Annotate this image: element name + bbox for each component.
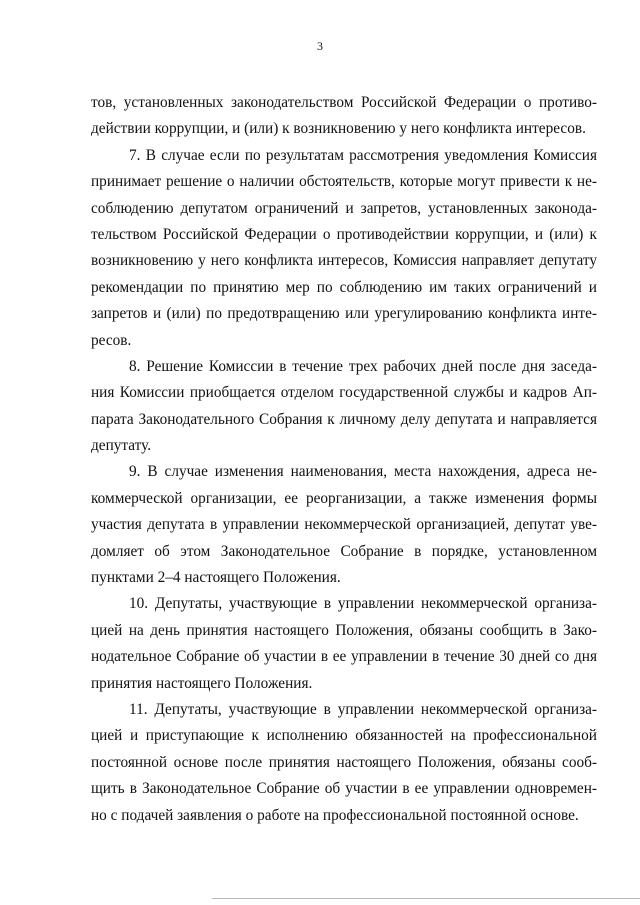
paragraph-continuation <box>91 90 597 143</box>
text-line: 10. Депутаты, участвующие в управлении некоммерческой организа- <box>129 595 597 613</box>
text-line: запретов и (или) по предотвращению или урегулированию конфликта инте- <box>91 305 597 323</box>
paragraph-item-10 <box>91 591 597 697</box>
paragraph-item-9 <box>91 459 597 591</box>
text-line: ния Комиссии приобщается отделом государственной службы и кадров Ап- <box>91 384 597 402</box>
paragraph-item-7 <box>91 143 597 354</box>
text-line: пунктами 2–4 настоящего Положения. <box>91 569 341 587</box>
text-line: участия депутата в управлении некоммерческой организацией, депутат уве- <box>91 516 597 534</box>
text-line: 9. В случае изменения наименования, места нахождения, адреса не- <box>129 463 597 481</box>
text-line: депутату. <box>91 437 152 455</box>
text-line: принятия настоящего Положения. <box>91 674 313 692</box>
text-line: домляет об этом Законодательное Собрание в порядке, установленном <box>91 542 597 560</box>
text-line: тов, установленных законодательством Российской Федерации о противо- <box>91 94 597 111</box>
text-line: цией на день принятия настоящего Положения, обязаны сообщить в Зако- <box>91 621 597 639</box>
text-line: парата Законодательного Собрания к личному делу депутата и направляется <box>91 410 597 428</box>
text-line: коммерческой организации, ее реорганизации, а также изменения формы <box>91 489 597 507</box>
text-line: возникновению у него конфликта интересов, Комиссия направляет депутату <box>91 252 597 270</box>
page-number: 3 <box>317 39 323 53</box>
text-line: нодательное Собрание об участии в ее управлении в течение 30 дней со дня <box>91 648 597 666</box>
text-line: действии коррупции, и (или) к возникновению у него конфликта интересов. <box>91 120 586 138</box>
text-line: ресов. <box>91 331 132 349</box>
text-line: но с подачей заявления о работе на профессиональной постоянной основе. <box>91 806 579 824</box>
text-line: 7. В случае если по результатам рассмотрения уведомления Комиссия <box>129 146 597 164</box>
text-line: соблюдению депутатом ограничений и запретов, установленных законода- <box>91 199 597 217</box>
paragraph-item-11 <box>91 697 597 829</box>
text-line: постоянной основе после принятия настоящего Положения, обязаны сооб- <box>91 753 597 771</box>
paragraph-item-8 <box>91 354 597 460</box>
document-body <box>91 90 597 829</box>
text-line: 8. Решение Комиссии в течение трех рабочих дней после дня заседа- <box>129 357 597 375</box>
text-line: щить в Законодательное Собрание об участии в ее управлении одновремен- <box>91 780 597 798</box>
text-line: принимает решение о наличии обстоятельств, которые могут привести к не- <box>91 173 597 191</box>
text-line: рекомендации по принятию мер по соблюдению им таких ограничений и <box>91 278 597 296</box>
text-line: цией и приступающие к исполнению обязанностей на профессиональной <box>91 727 597 745</box>
scan-edge-divider <box>212 898 640 899</box>
text-line: тельством Российской Федерации о противодействии коррупции, и (или) к <box>91 225 597 243</box>
text-line: 11. Депутаты, участвующие в управлении некоммерческой организа- <box>129 700 597 718</box>
